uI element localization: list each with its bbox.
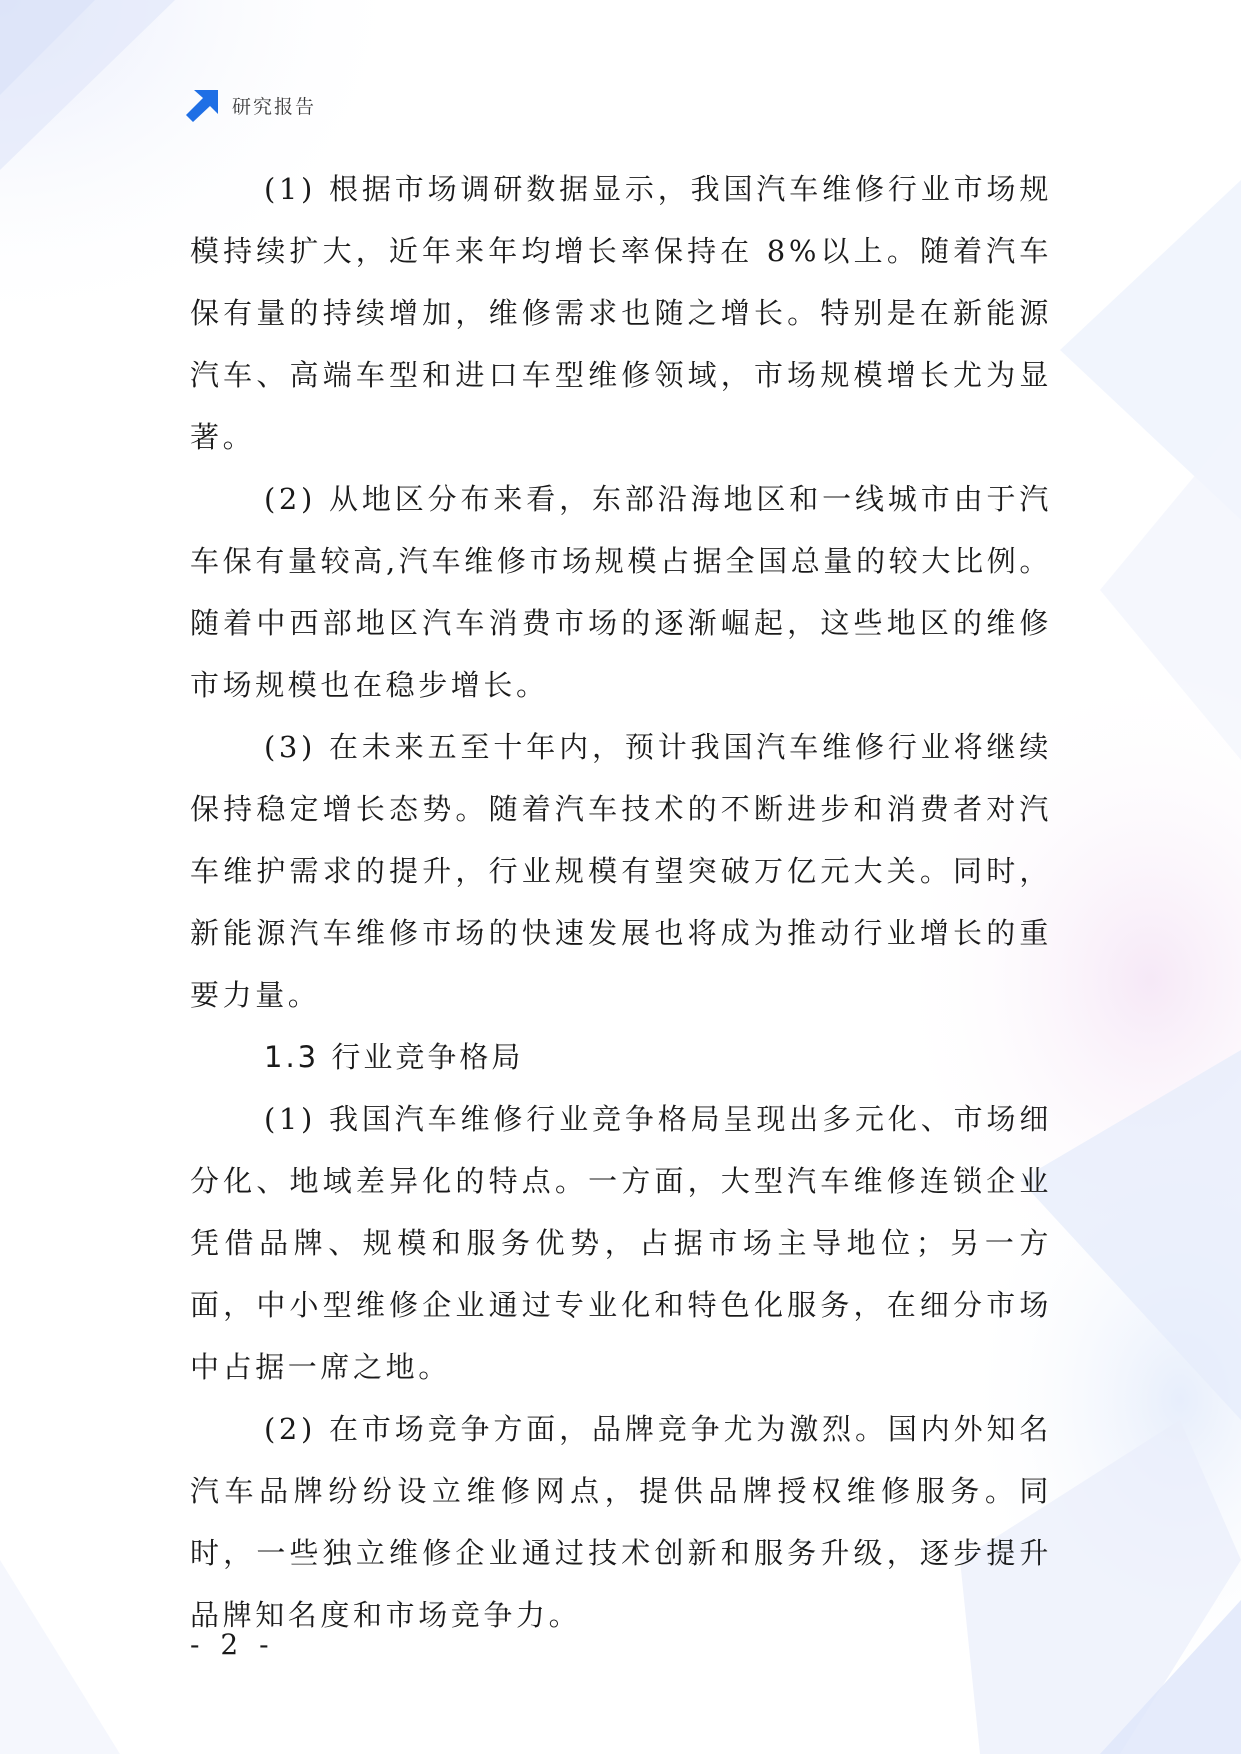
- paragraph-competition-structure: (1) 我国汽车维修行业竞争格局呈现出多元化、市场细分化、地域差异化的特点。一方面，大型汽车维修连锁企业凭借品牌、规模和服务优势，占据市场主导地位；另一方面，中小型维修企业通过专业化和特色化服务，在细分市场中占据一席之地。: [190, 1102, 1052, 1384]
- arrow-up-right-icon: [186, 88, 220, 122]
- paragraph-brand-competition: (2) 在市场竞争方面，品牌竞争尤为激烈。国内外知名汽车品牌纷纷设立维修网点，提供品牌授权维修服务。同时，一些独立维修企业通过技术创新和服务升级，逐步提升品牌知名度和市场竞争力。: [190, 1412, 1052, 1632]
- page-number: - 2 -: [190, 1628, 275, 1661]
- section-heading: 1.3 行业竞争格局: [264, 1040, 524, 1074]
- paragraph-future-outlook: (3) 在未来五至十年内，预计我国汽车维修行业将继续保持稳定增长态势。随着汽车技术的不断进步和消费者对汽车维护需求的提升，行业规模有望突破万亿元大关。同时，新能源汽车维修市场的快速发展也将成为推动行业增长的重要力量。: [190, 730, 1052, 1012]
- document-body: [190, 158, 1052, 1646]
- paragraph-market-scale: (1) 根据市场调研数据显示，我国汽车维修行业市场规模持续扩大，近年来年均增长率保持在 8%以上。随着汽车保有量的持续增加，维修需求也随之增长。特别是在新能源汽车、高端车型和进口车型维修领域，市场规模增长尤为显著。: [190, 172, 1052, 454]
- report-header: [186, 88, 316, 122]
- header-title: 研究报告: [232, 95, 317, 118]
- paragraph-regional-distribution: (2) 从地区分布来看，东部沿海地区和一线城市由于汽车保有量较高,汽车维修市场规模占据全国总量的较大比例。随着中西部地区汽车消费市场的逐渐崛起，这些地区的维修市场规模也在稳步增长。: [190, 482, 1052, 702]
